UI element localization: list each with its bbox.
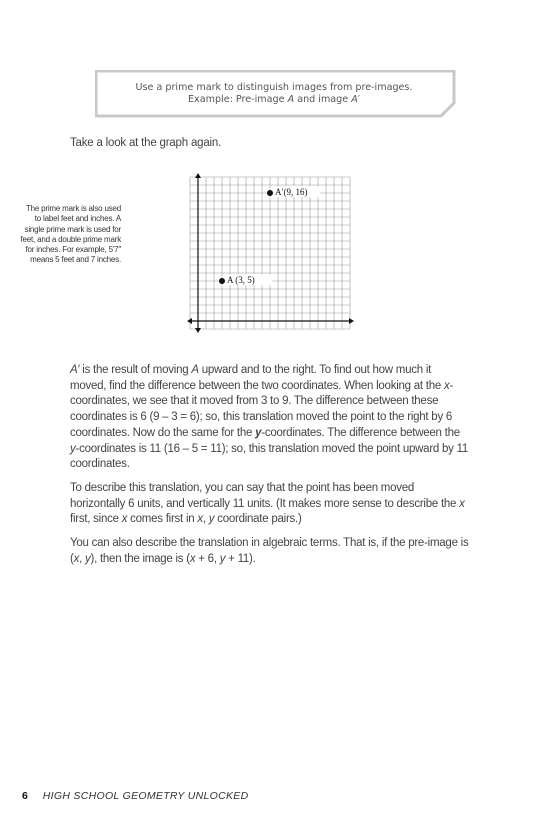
point-label-0: A (3, 5) [227,275,255,285]
lead-text: Take a look at the graph again. [70,137,222,149]
p3-segment-7: y [219,552,226,565]
paragraph-algebraic-terms [70,536,470,567]
p1-segment-2: A [191,364,199,376]
callout-example-mid: and image [294,94,352,105]
page-number: 6 [22,790,28,802]
p1-segment-5: -coordinates, we see that it moved from 3 to 9. The difference between these coordinates is 6 (9 – 3 = 6); so, this translation moved the point to the right by 6 coordinates. Now do the same for the [70,379,454,439]
page-footer [22,790,248,802]
p3-segment-8: + 11). [225,552,256,565]
book-title: HIGH SCHOOL GEOMETRY UNLOCKED [42,790,249,802]
callout-line-1: Use a prime mark to distinguish images from pre-images. [135,82,413,93]
p2-segment-0: To describe this translation, you can say that the point has been moved horizontally 6 units, and vertically 11 units. (It makes more sense to describe the [70,481,460,510]
p3-segment-2: , [79,552,85,565]
p2-segment-4: comes first in [127,513,198,526]
body-text [70,363,470,575]
p2-segment-7: y [208,513,215,526]
paragraph-describe-translation [70,481,470,528]
axes [187,173,354,333]
callout-line-2 [95,94,453,106]
p1-segment-4: x [443,379,450,392]
p1-segment-8: y [70,442,76,455]
p3-segment-0: You can also describe the translation in algebraic terms. That is, if the pre-image is ( [70,537,469,565]
p2-segment-1: x [459,497,465,510]
p2-segment-2: first, since [70,513,122,526]
callout-example-prefix: Example: Pre-image [188,94,288,105]
p2-segment-5: x [197,513,203,526]
p3-segment-6: + 6, [195,552,220,565]
point-marker-1 [267,190,273,196]
p1-segment-7: -coordinates. The difference between the [261,426,460,439]
p1-segment-0: A′ [70,364,80,376]
callout-preimage-label: A [287,94,295,105]
p3-segment-3: y [84,552,91,565]
point-label-1: A′(9, 16) [275,187,308,197]
p1-segment-3: upward and to the right. To find out how much it moved, find the difference between the two coordinates. When looking at the [70,364,444,392]
point-marker-0 [219,278,225,284]
p2-segment-3: x [121,513,128,526]
callout-image-label: A′ [351,94,360,105]
p3-segment-1: x [73,552,80,565]
x-axis-arrow-right [349,318,354,324]
p3-segment-4: ), then the image is ( [90,552,190,565]
y-axis-arrow-down [195,328,201,333]
coordinate-graph [185,173,355,338]
p2-segment-6: , [202,513,209,526]
x-axis-arrow-left [187,318,192,324]
callout-box [95,70,453,114]
y-axis-arrow-up [195,173,201,178]
p1-segment-1: is the result of moving [79,364,192,376]
paragraph-translation-explanation [70,363,470,473]
callout-text [95,82,453,106]
p1-segment-9: -coordinates is 11 (16 – 5 = 11); so, this translation moved the point upward by 11 coordinates. [70,442,469,471]
p3-segment-5: x [189,552,196,565]
p2-segment-8: coordinate pairs.) [214,513,302,526]
grid-lines [190,177,350,329]
margin-note: The prime mark is also used to label feet and inches. A single prime mark is used for feet, and a double prime mark for inches. For example, 5′7″ means 5 feet and 7 inches. [20,204,121,265]
p1-segment-6: y [255,426,262,439]
